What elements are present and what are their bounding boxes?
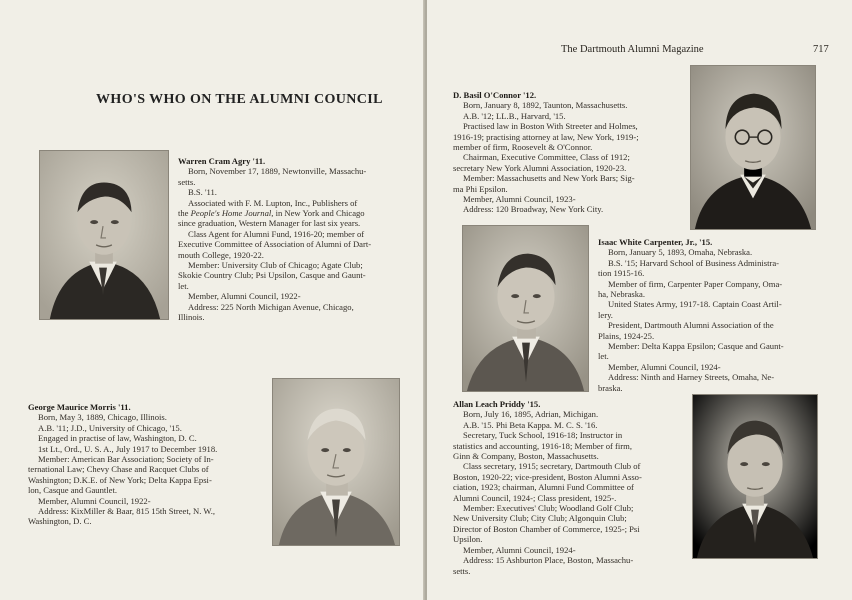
bio-line: Illinois.	[178, 312, 205, 323]
portrait-carpenter	[462, 225, 589, 392]
bio-line: President, Dartmouth Alumni Association of the	[608, 320, 774, 331]
bio-line: A.B. '15. Phi Beta Kappa. M. C. S. '16.	[463, 419, 598, 430]
bio-line: Address: Ninth and Harney Streets, Omaha, Ne-	[608, 372, 775, 383]
bio-line: New University Club; City Club; Algonquin Club;	[453, 513, 627, 524]
portrait-oconnor	[690, 65, 816, 230]
bio-line: Boston, 1920-22; vice-president, Boston Alumni Asso-	[453, 471, 642, 482]
bio-name: Warren Cram Agry '11.	[178, 156, 266, 166]
bio-agry	[178, 156, 414, 323]
bio-line: Born, November 17, 1889, Newtonville, Massachu-	[188, 166, 367, 177]
bio-line: mouth College, 1920-22.	[178, 249, 264, 260]
bio-line: member of firm, Roosevelt & O'Connor.	[453, 142, 593, 153]
bio-line: Alumni Council, 1924-; Class president, 1925-.	[453, 492, 617, 503]
bio-line: lery.	[598, 309, 613, 320]
bio-line: lon, Casque and Gauntlet.	[28, 485, 118, 496]
bio-morris	[28, 402, 268, 527]
bio-line: Plains, 1924-25.	[598, 330, 655, 341]
bio-name: Allan Leach Priddy '15.	[453, 399, 541, 409]
bio-line: Address: 15 Ashburton Place, Boston, Massachu-	[463, 555, 634, 566]
bio-carpenter	[598, 237, 830, 393]
bio-line: Member, Alumni Council, 1924-	[463, 544, 576, 555]
running-head: The Dartmouth Alumni Magazine	[561, 44, 704, 55]
bio-line: Practised law in Boston With Streeter and Holmes,	[463, 121, 638, 132]
bio-line: Chairman, Executive Committee, Class of 1912;	[463, 152, 630, 163]
bio-line: Address: 120 Broadway, New York City.	[463, 204, 604, 215]
left-page	[0, 0, 425, 600]
bio-line: Class secretary, 1915; secretary, Dartmouth Club of	[463, 461, 641, 472]
bio-line: Ginn & Company, Boston, Massachusetts.	[453, 451, 599, 462]
bio-line: Member: Executives' Club; Woodland Golf Club;	[463, 503, 634, 514]
bio-line: braska.	[598, 382, 623, 393]
bio-line: Address: 225 North Michigan Avenue, Chicago,	[188, 301, 354, 312]
bio-line: B.S. '15; Harvard School of Business Administra-	[608, 257, 780, 268]
portrait-priddy	[692, 394, 818, 559]
bio-line: Class Agent for Alumni Fund, 1916-20; member of	[188, 228, 365, 239]
bio-line: Born, May 3, 1889, Chicago, Illinois.	[38, 412, 167, 423]
bio-line: 1916-19; practising attorney at law, New York, 1919-;	[453, 131, 639, 142]
bio-line: since graduation, Western Manager for last six years.	[178, 218, 361, 229]
bio-line: let.	[178, 280, 189, 291]
page-number: 717	[813, 44, 829, 55]
bio-line: Member: University Club of Chicago; Agate Club;	[188, 260, 363, 271]
bio-line: secretary New York Alumni Association, 1920-23.	[453, 162, 627, 173]
bio-line: Upsilon.	[453, 534, 483, 545]
bio-line: setts.	[453, 565, 471, 576]
bio-line: Member, Alumni Council, 1922-	[188, 291, 301, 302]
bio-line: ha, Nebraska.	[598, 289, 646, 300]
bio-text: , in New York and Chicago	[271, 208, 365, 219]
bio-line: setts.	[178, 176, 196, 187]
bio-line: Born, July 16, 1895, Adrian, Michigan.	[463, 409, 599, 420]
bio-line: tion 1915-16.	[598, 268, 645, 279]
right-page	[427, 0, 852, 600]
bio-line: Born, January 8, 1892, Taunton, Massachusetts.	[463, 100, 628, 111]
bio-line: Secretary, Tuck School, 1916-18; Instructor in	[463, 430, 623, 441]
bio-line: 1st Lt., Ord., U. S. A., July 1917 to December 1918.	[38, 443, 218, 454]
bio-name: George Maurice Morris '11.	[28, 402, 131, 412]
bio-line: let.	[598, 351, 609, 362]
portrait-agry	[39, 150, 169, 320]
bio-line: Member: American Bar Association; Society of In-	[38, 454, 214, 465]
bio-line: Washington; D.K.E. of New York; Delta Kappa Epsi-	[28, 474, 212, 485]
bio-line: Skokie Country Club; Psi Upsilon, Casque and Gaunt-	[178, 270, 366, 281]
bio-line: A.B. '12; LL.B., Harvard, '15.	[463, 110, 566, 121]
bio-line: Member, Alumni Council, 1923-	[463, 194, 576, 205]
bio-line: Associated with F. M. Lupton, Inc., Publishers of	[188, 197, 358, 208]
bio-line: B.S. '11.	[188, 187, 217, 198]
bio-line: Member of firm, Carpenter Paper Company, Oma-	[608, 278, 783, 289]
bio-line: Washington, D. C.	[28, 516, 92, 527]
bio-line: Engaged in practise of law, Washington, D. C.	[38, 433, 197, 444]
bio-line: Executive Committee of Association of Alumni of Dart-	[178, 239, 372, 250]
bio-line-journal	[178, 208, 414, 218]
bio-line: Member, Alumni Council, 1924-	[608, 361, 721, 372]
bio-name: D. Basil O'Connor '12.	[453, 90, 537, 100]
publication-title: People's Home Journal	[190, 208, 272, 219]
bio-line: Member: Delta Kappa Epsilon; Casque and Gaunt-	[608, 341, 784, 352]
bio-line: Born, January 5, 1893, Omaha, Nebraska.	[608, 247, 753, 258]
bio-line: United States Army, 1917-18. Captain Coast Artil-	[608, 299, 782, 310]
bio-name: Isaac White Carpenter, Jr., '15.	[598, 237, 713, 247]
bio-line: ciation, 1923; chairman, Alumni Fund Committee of	[453, 482, 634, 493]
bio-line: ma Phi Epsilon.	[453, 183, 508, 194]
bio-line: ternational Law; Chevy Chase and Racquet Clubs of	[28, 464, 209, 475]
bio-line: Member: Massachusetts and New York Bars; Sig-	[463, 173, 635, 184]
bio-line: Member, Alumni Council, 1922-	[38, 495, 151, 506]
bio-line: statistics and accounting, 1916-18; Member of firm,	[453, 440, 632, 451]
bio-line: Director of Boston Chamber of Commerce, 1925-; Psi	[453, 523, 640, 534]
bio-oconnor	[453, 90, 683, 215]
page-title: WHO'S WHO ON THE ALUMNI COUNCIL	[96, 92, 383, 107]
portrait-morris	[272, 378, 400, 546]
bio-line: Address: KixMiller & Baar, 815 15th Street, N. W.,	[38, 506, 216, 517]
bio-line: A.B. '11; J.D., University of Chicago, '15.	[38, 422, 182, 433]
bio-priddy	[453, 399, 685, 576]
bio-text: the	[178, 208, 191, 219]
